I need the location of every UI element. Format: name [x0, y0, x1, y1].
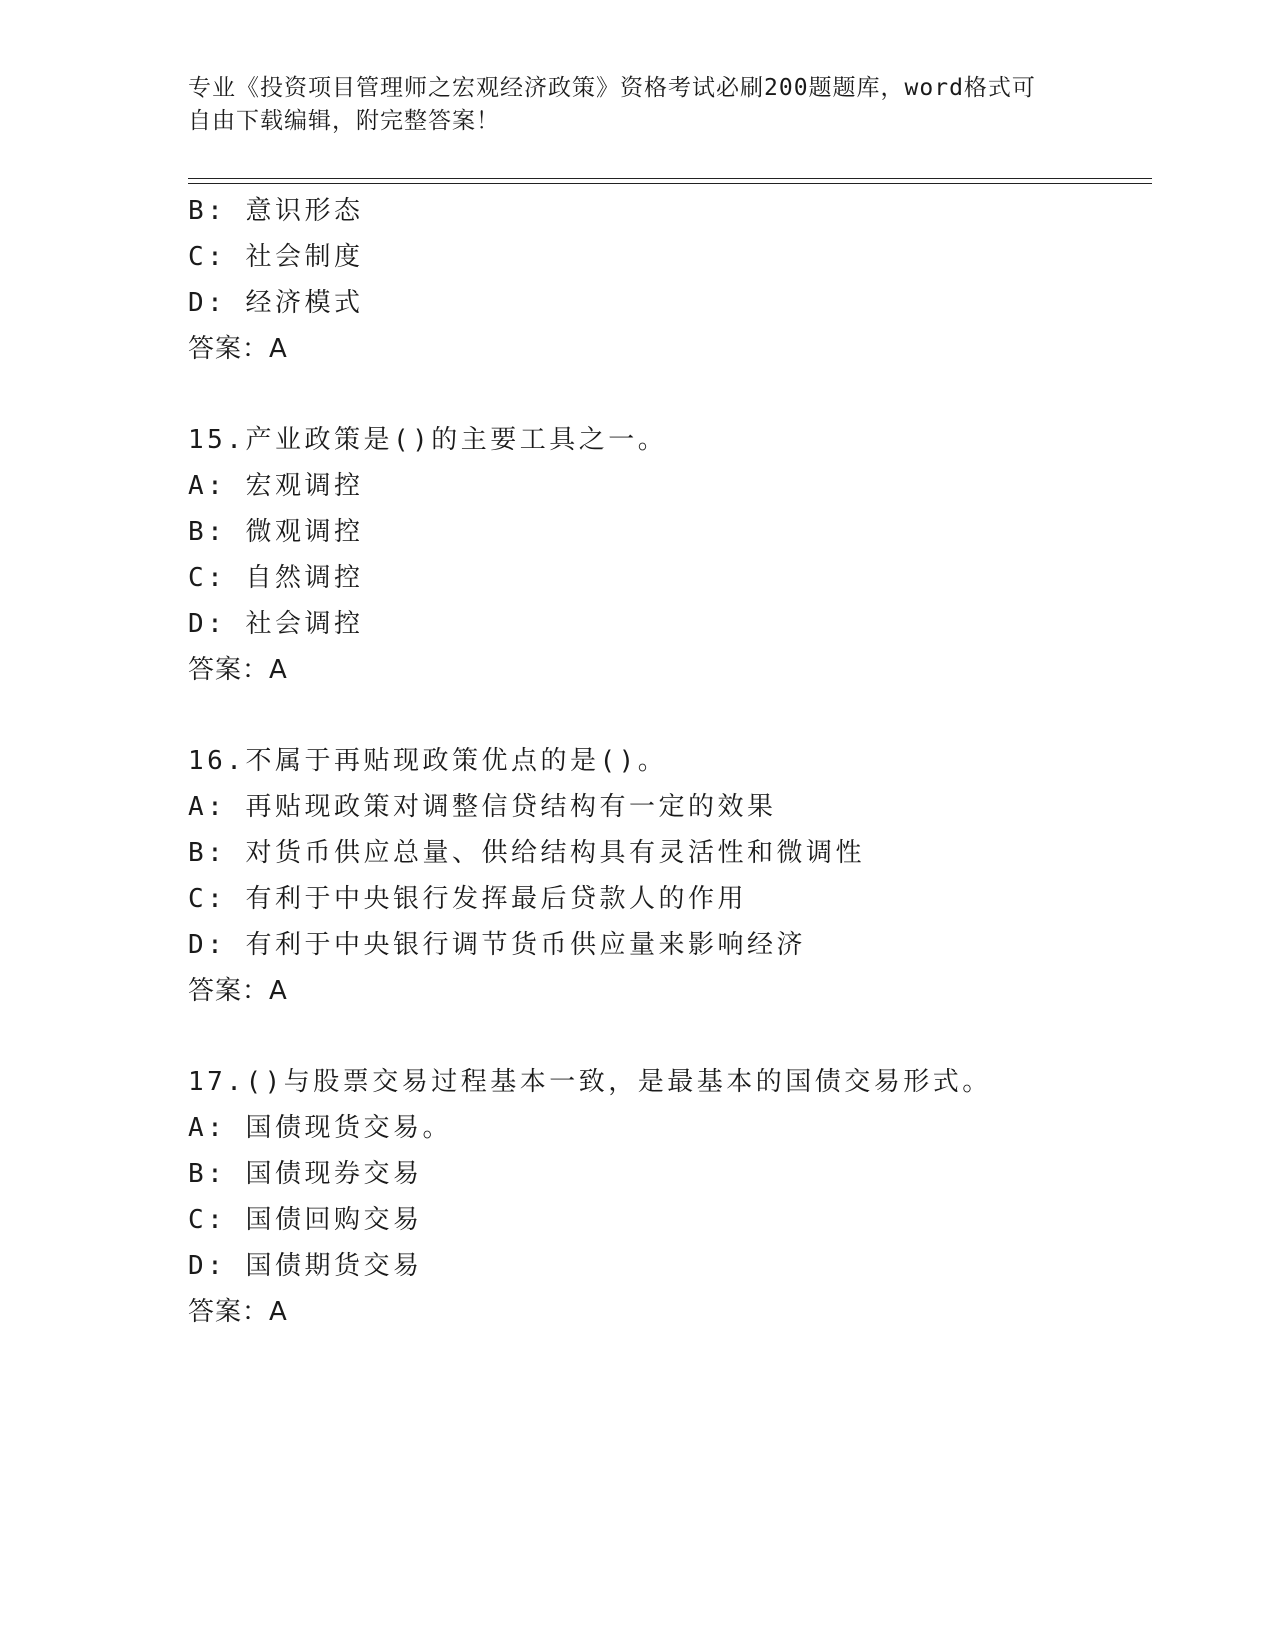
option-c: C: 国债回购交易 [188, 1205, 423, 1235]
question-stem: 16.不属于再贴现政策优点的是()。 [188, 746, 668, 776]
header-divider-bottom [188, 183, 1152, 184]
answer-line: 答案：A [188, 1297, 288, 1327]
option-d: D: 有利于中央银行调节货币供应量来影响经济 [188, 930, 806, 960]
option-c: C: 有利于中央银行发挥最后贷款人的作用 [188, 884, 747, 914]
option-d: D: 国债期货交易 [188, 1251, 423, 1281]
answer-line: 答案：A [188, 334, 288, 364]
option-b: B: 意识形态 [188, 196, 364, 226]
header-title-line-2: 自由下载编辑，附完整答案！ [188, 108, 500, 134]
document-header [188, 72, 1088, 138]
question-block-14 [188, 188, 1152, 372]
option-a: A: 再贴现政策对调整信贷结构有一定的效果 [188, 792, 777, 822]
option-b: B: 微观调控 [188, 517, 364, 547]
question-spacer [188, 693, 1152, 738]
option-d: D: 社会调控 [188, 609, 364, 639]
option-a: A: 国债现货交易。 [188, 1113, 452, 1143]
question-block-15 [188, 417, 1152, 693]
header-divider-top [188, 178, 1152, 179]
option-a: A: 宏观调控 [188, 471, 364, 501]
answer-line: 答案：A [188, 655, 288, 685]
option-b: B: 国债现券交易 [188, 1159, 423, 1189]
question-block-16 [188, 738, 1152, 1014]
option-c: C: 社会制度 [188, 242, 364, 272]
answer-line: 答案：A [188, 976, 288, 1006]
option-b: B: 对货币供应总量、供给结构具有灵活性和微调性 [188, 838, 865, 868]
question-spacer [188, 372, 1152, 417]
header-title-line-1: 专业《投资项目管理师之宏观经济政策》资格考试必刷200题题库，word格式可 [188, 75, 1036, 101]
option-d: D: 经济模式 [188, 288, 364, 318]
question-list [188, 188, 1152, 1335]
question-stem: 17.()与股票交易过程基本一致，是最基本的国债交易形式。 [188, 1067, 992, 1097]
question-stem: 15.产业政策是()的主要工具之一。 [188, 425, 668, 455]
question-spacer [188, 1014, 1152, 1059]
question-block-17 [188, 1059, 1152, 1335]
option-c: C: 自然调控 [188, 563, 364, 593]
